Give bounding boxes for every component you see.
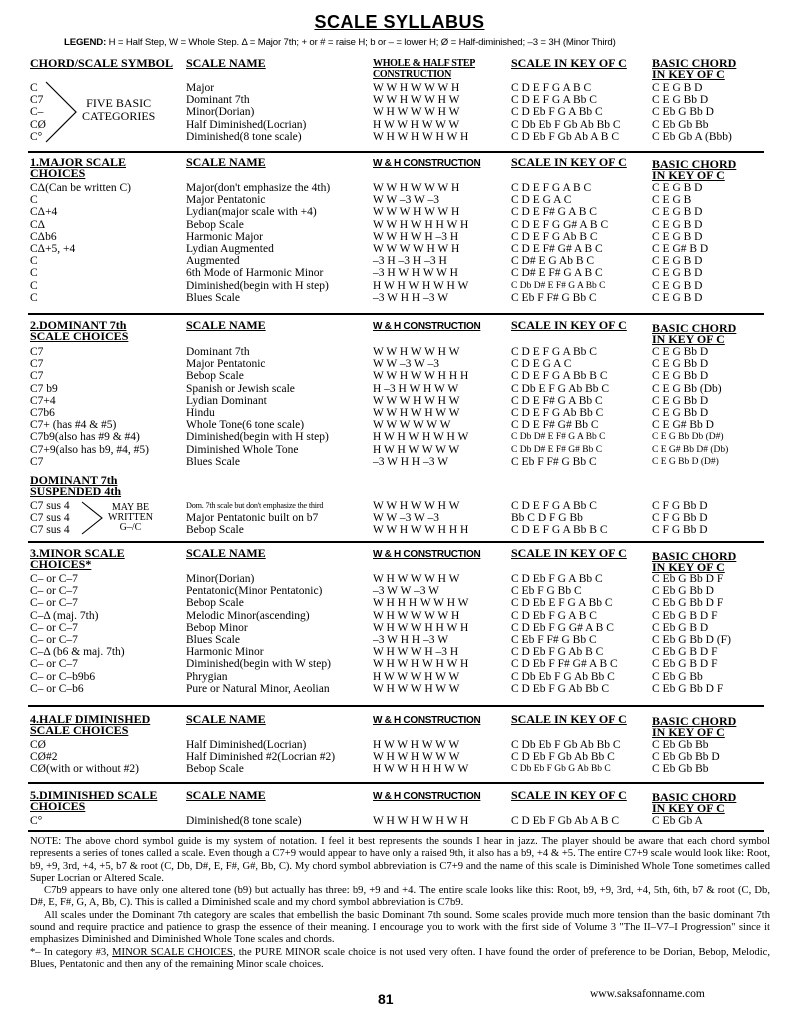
section1-chord: C E G B [652,194,692,207]
section1-header-scale: SCALE IN KEY OF C [511,155,627,169]
section3-step: W H W W H H W H [373,621,469,634]
intro-scale: C Db Eb F Gb Ab Bb C [511,118,621,131]
section1-chord: C E G B D [652,291,703,304]
section2-sus-steps [373,500,468,537]
section4-scales [511,739,621,776]
section4-steps [373,739,468,776]
section1-header-steps: W & H CONSTRUCTION [373,158,481,169]
intro-header-steps: WHOLE & HALF STEP CONSTRUCTION [373,58,476,80]
intro-chord: C E G Bb D [652,94,709,107]
section1-scale: C D E F G G# A B C [511,218,609,231]
section1-step: –3 H –3 H –3 H [373,255,447,268]
section1-chord: C E G B D [652,267,703,280]
section2-steps [373,346,468,468]
sus-step: W W –3 W –3 [373,512,440,525]
section4-chord: C Eb Gb Bb D [652,751,720,764]
section2-symbol: C7+4 [30,394,56,407]
section2-header-scale: SCALE IN KEY OF C [511,318,627,332]
section1-symbols [30,182,131,304]
section2-header-chord: BASIC CHORD IN KEY OF C [652,321,737,346]
section2-step: W W W H W H W [373,394,460,407]
section1-scale: C Eb F F# G Bb C [511,291,597,304]
section3-scale: C Eb F G Bb C [511,585,582,598]
section2-step: W W H W H W W [373,406,460,419]
intro-scale: C D E F G A B C [511,82,592,94]
section1-scale: C Db D# E F# G A Bb C [511,280,606,291]
section2-chord: C E G# Bb D [652,419,714,432]
section1-step: H W H W H W H W [373,279,469,292]
section3-step: –3 W W –3 W [373,585,440,598]
section2-scale: C Db D# E F# G# Bb C [511,444,603,455]
note-paragraph: NOTE: The above chord symbol guide is my system of notation. I feel it best represents the sounds I hear in jazz. The player should be aware that each chord symbol represents a series of tones called a scale. Even though a C7+9 would appear to have only a raised 9th, it also has a b9, +4 & +5. The entire C7+9 scale would look like: Root, b9, +9, 3rd, +4, +5, b7 & root (C, Db, D#, E, F#, G#, Bb, C). My chord symbol abbreviation is C7+9 and the name of this scale is Diminished Whole Tone sometimes called Super Locrian or Altered Scale. [30,836,770,884]
sus-step: W W H W W H W [373,500,460,512]
section1-step: W W H W W W H [373,182,460,194]
section5-title: 5.DIMINISHED SCALE CHOICES [30,788,158,813]
section1-symbol: CΔb6 [30,230,57,243]
section3-chord: C Eb G Bb D (F) [652,633,731,646]
section3-header-name: SCALE NAME [186,546,266,560]
section2-step: W W W W W W [373,419,451,432]
section2-chord: C E G Bb (Db) [652,382,722,395]
section3-step: H W W W H W W [373,670,460,683]
note-paragraph: All scales under the Dominant 7th category are scales that embellish the basic Dominant 7th sound. Some scales provide much more tension than the basic dominant 7th sound and require practice and patience to grasp the essence of their meaning. I encourage you to work with the first side of Volume 3 "The II–V7–I Progression" since it emphasizes Diminished and Diminished Whole Tone scales and chords. [30,909,770,946]
section2-symbol: C7b6 [30,406,55,419]
intro-chords [652,82,732,143]
section1-step: –3 H W H W W H [373,267,458,280]
section2-name: Dominant 7th [186,346,250,358]
section3-steps [373,573,469,695]
section1-scale: C D E F# G# A B C [511,242,603,255]
section1-chord: C E G B D [652,279,703,292]
section-divider [28,313,764,315]
section2-sus-scales [511,500,608,537]
section2-step: W W –3 W –3 [373,358,440,371]
intro-name: Diminished(8 tone scale) [186,130,302,143]
section4-header-scale: SCALE IN KEY OF C [511,712,627,726]
section1-symbol: CΔ+5, +4 [30,242,76,255]
section4-names [186,739,335,776]
section2-symbols [30,346,149,468]
section1-name: 6th Mode of Harmonic Minor [186,267,324,280]
section2-title: 2.DOMINANT 7th SCALE CHOICES [30,318,129,343]
section3-scale: C D Eb F G G# A B C [511,621,614,634]
section2-symbol: C7+9(also has b9, #4, #5) [30,443,149,456]
section2-scales [511,346,609,468]
section5-names [186,815,302,827]
section2-step: H W H W W W W [373,443,460,456]
intro-scales [511,82,621,143]
section3-chord: C Eb G Bb D F [652,682,724,695]
section2-chord: C E G Bb Db (D#) [652,432,724,443]
section3-chord: C Eb G Bb [652,670,703,683]
section2-sus-symbols [30,500,70,537]
section3-scale: C D Eb F G Ab Bb C [511,682,610,695]
section1-scale: C D E F G Ab B C [511,230,598,243]
section3-chord: C Eb G Bb D F [652,573,724,585]
section1-symbol: C [30,267,38,280]
section2-chords [652,346,728,468]
section3-scales [511,573,618,695]
sus-scale: Bb C D F G Bb [511,512,583,525]
section2-step: –3 W H H –3 W [373,455,449,468]
section3-scale: C D Eb F G Ab B C [511,646,604,659]
section5-header-chord: BASIC CHORD IN KEY OF C [652,790,737,815]
section1-symbol: CΔ [30,218,46,231]
section2-symbol: C7+ (has #4 & #5) [30,419,117,432]
section1-name: Augmented [186,255,240,268]
section2-scale: C Eb F F# G Bb C [511,455,597,468]
section5-header-steps: W & H CONSTRUCTION [373,791,481,802]
note-text: , the PURE MINOR scale choice is not used very often. I have found the order of preference to be Dorian, Bebop, Melodic, Blues, Pentatonic and then any of the remaining Minor scale choices. [30,946,770,970]
section1-chord: C E G B D [652,218,703,231]
section2-symbol: C7 b9 [30,382,58,395]
section1-name: Harmonic Major [186,230,263,243]
sus-scale: C D E F G A Bb B C [511,524,608,537]
intro-chord: C E G B D [652,82,703,94]
intro-name: Dominant 7th [186,94,250,107]
section1-scale: C D E G A C [511,194,572,207]
section2-scale: C Db D# E F# G A Bb C [511,432,606,443]
sus-symbol: C7 sus 4 [30,512,70,525]
note-minor-link: MINOR SCALE CHOICES [112,946,233,958]
legend [64,37,616,48]
section3-chord: C Eb G B D F [652,658,718,671]
section1-symbol: CΔ(Can be written C) [30,182,131,194]
legend-label: LEGEND: [64,37,107,48]
chevron-bracket-icon [80,500,110,538]
intro-symbol: C7 [30,94,44,107]
intro-chord: C Eb Gb Bb [652,118,709,131]
section1-scale: C D# E F# G A B C [511,267,603,280]
section2-step: W W H W W H W [373,346,460,358]
section2-chord: C E G Bb D [652,370,709,383]
section1-name: Blues Scale [186,291,240,304]
section1-scale: C D# E G Ab B C [511,255,595,268]
legend-text: H = Half Step, W = Whole Step. Δ = Major 7th; + or # = raise H; b or – = lower H; Ø = Half-diminished; –3 = 3H (Minor Third) [106,37,616,48]
section3-header-steps: W & H CONSTRUCTION [373,549,481,560]
section4-header-chord: BASIC CHORD IN KEY OF C [652,714,737,739]
section3-name: Pentatonic(Minor Pentatonic) [186,585,323,598]
section5-steps [373,815,468,827]
section1-scale: C D E F G A B C [511,182,592,194]
section4-name: Bebop Scale [186,763,244,776]
section4-symbols [30,739,139,776]
section1-chord: C E G# B D [652,242,709,255]
section3-symbol: C– or C–7 [30,597,78,610]
section1-chord: C E G B D [652,255,703,268]
intro-step: W H W W W H W [373,106,460,119]
section3-chord: C Eb G B D [652,621,709,634]
section-divider [28,541,764,543]
intro-header-chord: BASIC CHORD IN KEY OF C [652,56,737,81]
section3-name: Blues Scale [186,633,240,646]
sus-chord: C F G Bb D [652,500,708,512]
section2-name: Hindu [186,406,215,419]
section5-symbol: C° [30,815,43,827]
section5-header-name: SCALE NAME [186,788,266,802]
section2-name: Lydian Dominant [186,394,267,407]
section1-name: Major(don't emphasize the 4th) [186,182,331,194]
section1-symbol: CΔ+4 [30,206,58,219]
section2-name: Major Pentatonic [186,358,266,371]
section3-header-chord: BASIC CHORD IN KEY OF C [652,549,737,574]
section3-scale: C Db Eb F G Ab Bb C [511,670,615,683]
section1-name: Lydian Augmented [186,242,274,255]
section5-scales [511,815,619,827]
section1-header-name: SCALE NAME [186,155,266,169]
sus-symbol: C7 sus 4 [30,500,70,512]
section5-name: Diminished(8 tone scale) [186,815,302,827]
intro-step: W H W H W H W H [373,130,469,143]
section2-name: Whole Tone(6 tone scale) [186,419,305,432]
section3-chord: C Eb G Bb D [652,585,714,598]
section2-scale: C D E F# G# Bb C [511,419,599,432]
section1-scale: C D E F# G A B C [511,206,597,219]
intro-chord: C Eb G Bb D [652,106,714,119]
section2-scale: C D E F G A Bb C [511,346,597,358]
section3-name: Minor(Dorian) [186,573,255,585]
section1-symbol: C [30,291,38,304]
intro-symbol: C° [30,130,43,143]
intro-symbol: CØ [30,118,46,131]
section3-name: Phrygian [186,670,228,683]
section3-symbol: C– or C–b6 [30,682,84,695]
section3-scale: C D Eb F F# G# A B C [511,658,618,671]
section3-symbol: C–Δ (b6 & maj. 7th) [30,646,125,659]
note-paragraph [30,947,770,972]
section3-scale: C Eb F F# G Bb C [511,633,597,646]
intro-name: Half Diminished(Locrian) [186,118,307,131]
section3-step: W H W W W H W [373,573,460,585]
sus-name: Major Pentatonic built on b7 [186,512,319,525]
section3-chord: C Eb G Bb D F [652,597,724,610]
section4-title: 4.HALF DIMINISHED SCALE CHOICES [30,712,151,737]
section3-name: Diminished(begin with W step) [186,658,331,671]
section3-chords [652,573,731,695]
section2-name: Diminished(begin with H step) [186,431,329,444]
section4-step: H W W H H H W W [373,763,469,776]
section2-step: H W H W H W H W [373,431,469,444]
chevron-bracket-icon [44,80,84,144]
sus-maybe-written-note: MAY BE WRITTEN G–/C [108,502,153,533]
intro-chord: C Eb Gb A (Bbb) [652,130,732,143]
section2-chord: C E G Bb D (D#) [652,456,719,467]
section3-symbol: C– or C–7 [30,585,78,598]
section3-symbols [30,573,125,695]
section1-step: W W W W H W H [373,242,460,255]
section2-scale: C D E F G A Bb B C [511,370,608,383]
section3-name: Pure or Natural Minor, Aeolian [186,682,330,695]
section1-symbol: C [30,279,38,292]
section3-step: W H W H W H W H [373,658,469,671]
section2-header-steps: W & H CONSTRUCTION [373,321,481,332]
section-divider [28,830,764,832]
section1-chord: C E G B D [652,206,703,219]
sus-name: Bebop Scale [186,524,244,537]
section3-header-scale: SCALE IN KEY OF C [511,546,627,560]
section3-name: Harmonic Minor [186,646,264,659]
section3-step: W H W W H –3 H [373,646,459,659]
section3-chord: C Eb G B D F [652,646,718,659]
section3-scale: C D Eb F G A B C [511,609,597,622]
section4-symbol: CØ [30,739,46,751]
section2-step: H –3 H W H W W [373,382,459,395]
intro-scale: C D E F G A Bb C [511,94,597,107]
section1-chord: C E G B D [652,182,703,194]
sus-scale: C D E F G A Bb C [511,500,597,512]
section2-sus-title: DOMINANT 7th SUSPENDED 4th [30,473,122,498]
section3-step: W H H H W W H W [373,597,469,610]
section2-symbol: C7b9(also has #9 & #4) [30,431,140,444]
section4-symbol: CØ#2 [30,751,58,764]
section1-names [186,182,330,304]
sus-chord: C F G Bb D [652,524,708,537]
page-number: 81 [378,991,394,1007]
sus-symbol: C7 sus 4 [30,524,70,537]
section3-symbol: C– or C–7 [30,633,78,646]
section1-name: Lydian(major scale with +4) [186,206,317,219]
intro-symbol: C [30,82,38,94]
section2-scale: C D E F G Ab Bb C [511,406,604,419]
section4-scale: C Db Eb F Gb Ab Bb C [511,739,621,751]
section3-symbol: C– or C–b9b6 [30,670,96,683]
section2-chord: C E G Bb D [652,346,709,358]
section2-chord: C E G# Bb D# (Db) [652,444,729,455]
section1-scales [511,182,608,304]
section3-symbol: C– or C–7 [30,573,78,585]
section5-chords [652,815,703,827]
section1-step: W W –3 W –3 [373,194,440,207]
note-paragraph: C7b9 appears to have only one altered tone (b9) but actually has three: b9, +9 and +4. The entire scale looks like this: Root, b9, +9, 3rd, +4, 5th, 6th, b7 & root (C, Db, D#, E, F#, G, A, Bb, C). This is called a Diminished scale and my chord symbol abbreviation is C7b9. [30,885,770,909]
section4-chord: C Eb Gb Bb [652,763,709,776]
section2-symbol: C7 [30,455,44,468]
section2-names [186,346,329,468]
section1-symbol: C [30,255,38,268]
intro-scale: C D Eb F Gb Ab A B C [511,130,619,143]
sus-step: W W H W W H H H [373,524,469,537]
intro-step: W W H W W H W [373,94,460,107]
section1-chord: C E G B D [652,230,703,243]
section2-chord: C E G Bb D [652,406,709,419]
section5-symbols [30,815,42,827]
intro-step: W W H W W W H [373,82,460,94]
section1-name: Bebop Scale [186,218,244,231]
section2-sus-names [186,500,323,537]
section1-step: –3 W H H –3 W [373,291,449,304]
section5-scale: C D Eb F Gb Ab A B C [511,815,619,827]
section4-scale: C D Eb F Gb Ab Bb C [511,751,615,764]
intro-scale: C D Eb F G A Bb C [511,106,603,119]
section-divider [28,782,764,784]
section4-step: H W W H W W W [373,739,460,751]
section2-name: Diminished Whole Tone [186,443,299,456]
intro-steps [373,82,468,143]
section4-header-name: SCALE NAME [186,712,266,726]
section3-names [186,573,331,695]
section-divider [28,151,764,153]
footnote [30,836,770,971]
page-title: SCALE SYLLABUS [314,12,485,32]
intro-header-symbol: CHORD/SCALE SYMBOL [30,56,174,70]
section4-chord: C Eb Gb Bb [652,739,709,751]
five-basic-categories-label: FIVE BASIC CATEGORIES [82,96,156,123]
section1-name: Diminished(begin with H step) [186,279,329,292]
section1-steps [373,182,468,304]
section4-chords [652,739,720,776]
section2-name: Blues Scale [186,455,240,468]
section2-name: Bebop Scale [186,370,244,383]
intro-step: H W W H W W W [373,118,460,131]
section2-chord: C E G Bb D [652,394,709,407]
section2-sus-chords [652,500,708,537]
section4-name: Half Diminished #2(Locrian #2) [186,751,336,764]
section2-symbol: C7 [30,346,44,358]
intro-header-scale: SCALE IN KEY OF C [511,56,627,70]
section3-name: Melodic Minor(ascending) [186,609,310,622]
sus-chord: C F G Bb D [652,512,708,525]
section-divider [28,705,764,707]
section2-symbol: C7 [30,370,44,383]
section3-scale: C D Eb E F G A Bb C [511,597,613,610]
intro-name: Major [186,82,215,94]
section2-header-name: SCALE NAME [186,318,266,332]
section3-step: W H W W H W W [373,682,460,695]
section1-name: Major Pentatonic [186,194,266,207]
section5-chord: C Eb Gb A [652,815,703,827]
section3-symbol: C– or C–7 [30,658,78,671]
section5-header-scale: SCALE IN KEY OF C [511,788,627,802]
intro-names [186,82,306,143]
section1-header-chord: BASIC CHORD IN KEY OF C [652,157,737,182]
section4-header-steps: W & H CONSTRUCTION [373,715,481,726]
section2-step: W W H W W H H H [373,370,469,383]
intro-name: Minor(Dorian) [186,106,255,119]
section3-name: Bebop Minor [186,621,248,634]
section4-step: W H W H W W W [373,751,460,764]
section1-title: 1.MAJOR SCALE CHOICES [30,155,127,180]
section5-step: W H W H W H W H [373,815,469,827]
section3-name: Bebop Scale [186,597,244,610]
section2-chord: C E G Bb D [652,358,709,371]
section3-chord: C Eb G B D F [652,609,718,622]
section3-symbol: C–Δ (maj. 7th) [30,609,99,622]
section3-symbol: C– or C–7 [30,621,78,634]
section3-scale: C D Eb F G A Bb C [511,573,603,585]
section1-symbol: C [30,194,38,207]
section4-scale: C Db Eb F Gb G Ab Bb C [511,764,611,775]
section1-chords [652,182,708,304]
section3-step: W H W W W W H [373,609,460,622]
website-url: www.saksafonname.com [590,988,705,1000]
section2-symbol: C7 [30,358,44,371]
section1-step: W W W H W W H [373,206,460,219]
section2-scale: C Db E F G Ab Bb C [511,382,610,395]
intro-header-name: SCALE NAME [186,56,266,70]
section4-symbol: CØ(with or without #2) [30,763,139,776]
section2-scale: C D E F# G A Bb C [511,394,603,407]
intro-symbol: C– [30,106,44,119]
section1-step: W W H W H –3 H [373,230,459,243]
sus-name: Dom. 7th scale but don't emphasize the third [186,501,324,510]
section3-title: 3.MINOR SCALE CHOICES* [30,546,125,571]
section3-step: –3 W H H –3 W [373,633,449,646]
section1-step: W W H W H H W H [373,218,469,231]
section2-scale: C D E G A C [511,358,572,371]
section2-name: Spanish or Jewish scale [186,382,295,395]
note-text: *– In category #3, [30,946,113,958]
section4-name: Half Diminished(Locrian) [186,739,307,751]
